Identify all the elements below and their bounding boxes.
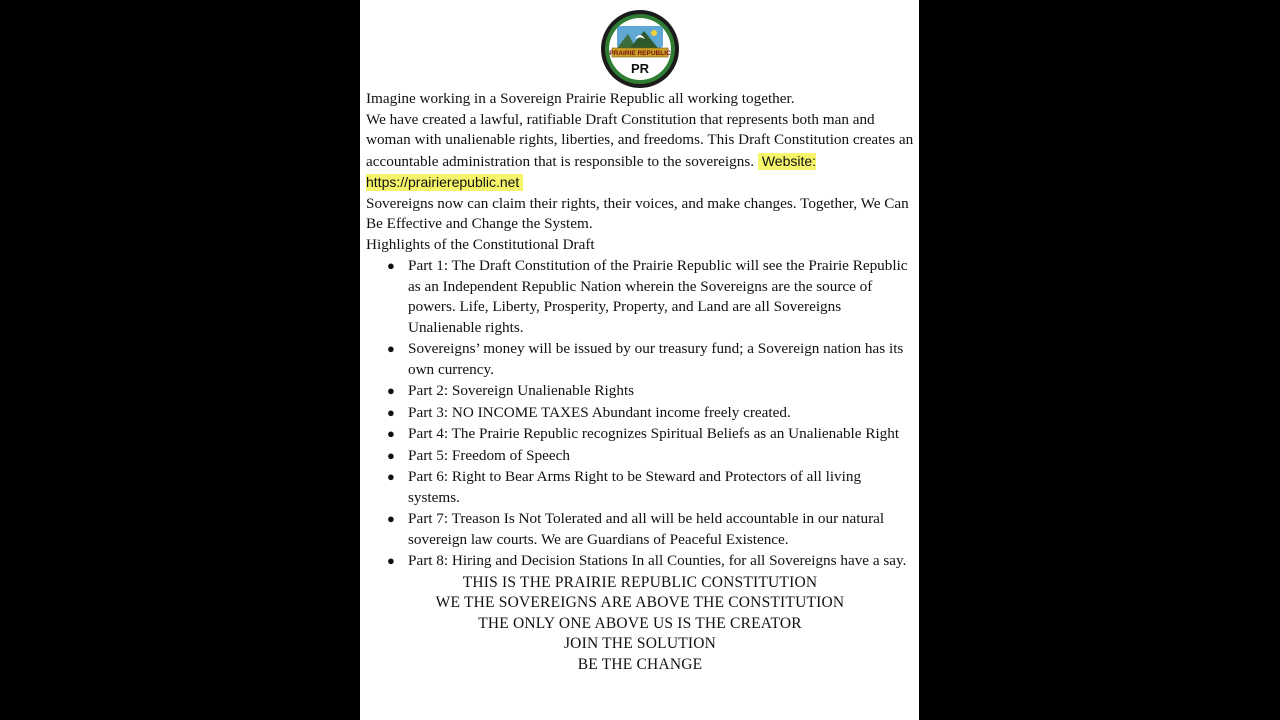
bullet-icon: ● xyxy=(387,511,395,526)
list-item-text: Part 6: Right to Bear Arms Right to be Steward and Protectors of all living systems. xyxy=(408,468,862,506)
closing-line: WE THE SOVEREIGNS ARE ABOVE THE CONSTITUTION xyxy=(435,594,845,611)
list-item xyxy=(387,381,914,402)
document-page xyxy=(360,0,919,720)
bullet-icon: ● xyxy=(387,469,395,484)
highlights-heading: Highlights of the Constitutional Draft xyxy=(366,235,595,253)
list-item-text: Part 5: Freedom of Speech xyxy=(408,446,570,464)
intro-paragraph xyxy=(366,110,914,194)
prairie-republic-logo xyxy=(600,9,680,89)
website-link[interactable]: Website: https://prairierepublic.net xyxy=(366,152,817,190)
closing-statement xyxy=(366,573,914,676)
list-item xyxy=(387,509,914,550)
list-item-text: Part 7: Treason Is Not Tolerated and all will be held accountable in our natural sovereign law courts. We are Guardians of Peaceful Existence. xyxy=(408,510,885,548)
logo-monogram-text: PR xyxy=(630,61,650,76)
list-item-text: Part 4: The Prairie Republic recognizes Spiritual Beliefs as an Unalienable Right xyxy=(408,425,900,442)
closing-line: JOIN THE SOLUTION xyxy=(563,635,717,652)
logo-emblem-icon xyxy=(600,9,680,89)
list-item-text: Sovereigns’ money will be issued by our treasury fund; a Sovereign nation has its own currency. xyxy=(408,340,904,378)
list-item-text: Part 2: Sovereign Unalienable Rights xyxy=(408,382,635,399)
constitution-parts-list xyxy=(366,256,914,572)
closing-line: BE THE CHANGE xyxy=(577,655,703,673)
intro-line: Imagine working in a Sovereign Prairie Republic all working together. xyxy=(366,90,795,107)
bullet-icon: ● xyxy=(387,426,395,441)
closing-line: THE ONLY ONE ABOVE US IS THE CREATOR xyxy=(478,614,802,632)
list-item xyxy=(387,551,914,572)
intro-paragraph-text: We have created a lawful, ratifiable Draft Constitution that represents both man and woman with unalienable rights, liberties, and freedoms. This Draft Constitution creates an accountable administration that is responsible to the sovereigns. xyxy=(366,110,914,170)
logo-banner-text: PRAIRIE REPUBLIC xyxy=(609,50,671,57)
list-item xyxy=(387,467,914,508)
list-item xyxy=(387,339,914,380)
closing-line: THIS IS THE PRAIRIE REPUBLIC CONSTITUTION xyxy=(462,573,818,591)
document-body xyxy=(366,89,914,675)
bullet-icon: ● xyxy=(387,447,395,463)
bullet-icon: ● xyxy=(387,404,395,420)
bullet-icon: ● xyxy=(387,383,395,398)
list-item-text: Part 1: The Draft Constitution of the Prairie Republic will see the Prairie Republic as an Independent Republic Nation wherein the Sovereigns are the source of powers. Life, Liberty, Prosperity, Property, and Land are all Sovereigns Unalienable rights. xyxy=(408,257,908,336)
bullet-icon: ● xyxy=(387,341,395,356)
list-item xyxy=(387,446,914,467)
list-item xyxy=(387,403,914,424)
list-item-text: Part 8: Hiring and Decision Stations In all Counties, for all Sovereigns have a say. xyxy=(408,552,907,569)
bullet-icon: ● xyxy=(387,553,395,568)
call-to-action-paragraph: Sovereigns now can claim their rights, their voices, and make changes. Together, We Can Be Effective and Change the System. xyxy=(366,194,909,232)
list-item-text: Part 3: NO INCOME TAXES Abundant income freely created. xyxy=(408,403,791,421)
bullet-icon: ● xyxy=(387,258,395,273)
list-item xyxy=(387,256,914,338)
list-item xyxy=(387,424,914,445)
